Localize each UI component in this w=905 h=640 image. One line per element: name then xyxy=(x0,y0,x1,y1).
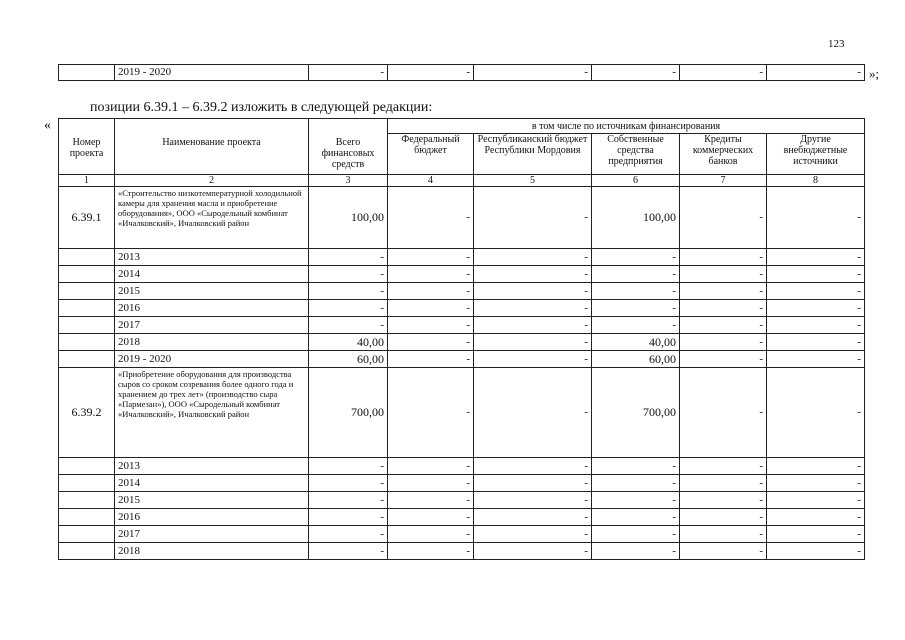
year-cell: 2019 - 2020 xyxy=(115,65,309,81)
value-cell: - xyxy=(388,543,474,560)
value-cell: - xyxy=(592,543,680,560)
value-cell: - xyxy=(680,475,767,492)
financing-table xyxy=(58,118,865,560)
value-cell: - xyxy=(474,509,592,526)
value-cell: - xyxy=(474,283,592,300)
value-cell: - xyxy=(309,317,388,334)
table-row xyxy=(59,266,865,283)
value-cell: - xyxy=(388,317,474,334)
column-number-row xyxy=(59,175,865,187)
empty-cell xyxy=(59,492,115,509)
value-cell: - xyxy=(767,266,865,283)
value-cell: - xyxy=(388,526,474,543)
page-number: 123 xyxy=(828,38,845,50)
value-cell: 60,00 xyxy=(592,351,680,368)
value-cell: - xyxy=(388,368,474,458)
value-cell: - xyxy=(474,351,592,368)
header-other: Другие внебюджетные источники xyxy=(767,134,865,175)
value-cell: - xyxy=(767,283,865,300)
value-cell: - xyxy=(767,334,865,351)
value-cell: - xyxy=(767,492,865,509)
value-cell: 100,00 xyxy=(592,187,680,249)
value-cell: - xyxy=(680,458,767,475)
empty-cell xyxy=(59,334,115,351)
project-number: 6.39.1 xyxy=(59,187,115,249)
value-cell: - xyxy=(680,187,767,249)
table-row xyxy=(59,458,865,475)
value-cell: - xyxy=(309,526,388,543)
project-row xyxy=(59,368,865,458)
year-cell: 2014 xyxy=(115,266,309,283)
value-cell: - xyxy=(474,458,592,475)
value-cell: - xyxy=(309,300,388,317)
value-cell: - xyxy=(474,543,592,560)
value-cell: - xyxy=(767,65,865,81)
value-cell: 700,00 xyxy=(592,368,680,458)
header-total: Всего финансовых средств xyxy=(309,119,388,175)
table-row xyxy=(59,300,865,317)
value-cell: - xyxy=(388,283,474,300)
header-own: Собственные средства предприятия xyxy=(592,134,680,175)
value-cell: - xyxy=(474,334,592,351)
value-cell: - xyxy=(592,526,680,543)
header-credits: Кредиты коммерческих банков xyxy=(680,134,767,175)
value-cell: - xyxy=(309,458,388,475)
closing-quote: »; xyxy=(869,66,880,81)
column-number: 2 xyxy=(115,175,309,187)
value-cell: - xyxy=(680,368,767,458)
empty-cell xyxy=(59,266,115,283)
value-cell: - xyxy=(767,509,865,526)
value-cell: - xyxy=(309,543,388,560)
column-number: 4 xyxy=(388,175,474,187)
value-cell: - xyxy=(388,351,474,368)
year-cell: 2017 xyxy=(115,317,309,334)
value-cell: - xyxy=(388,65,474,81)
table-row xyxy=(59,526,865,543)
value-cell: - xyxy=(474,492,592,509)
value-cell: - xyxy=(767,300,865,317)
empty-cell xyxy=(59,475,115,492)
value-cell: - xyxy=(592,509,680,526)
year-cell: 2016 xyxy=(115,509,309,526)
value-cell: - xyxy=(680,65,767,81)
value-cell: - xyxy=(309,249,388,266)
year-cell: 2013 xyxy=(115,458,309,475)
empty-cell xyxy=(59,526,115,543)
value-cell: - xyxy=(767,317,865,334)
value-cell: - xyxy=(592,475,680,492)
value-cell: - xyxy=(388,475,474,492)
value-cell: - xyxy=(767,458,865,475)
table-row xyxy=(59,283,865,300)
value-cell: - xyxy=(767,368,865,458)
value-cell: - xyxy=(309,65,388,81)
table-row xyxy=(59,492,865,509)
value-cell: - xyxy=(309,509,388,526)
value-cell: - xyxy=(767,526,865,543)
value-cell: - xyxy=(309,283,388,300)
value-cell: - xyxy=(592,266,680,283)
value-cell: - xyxy=(680,249,767,266)
value-cell: - xyxy=(680,334,767,351)
value-cell: - xyxy=(680,351,767,368)
value-cell: - xyxy=(388,266,474,283)
value-cell: - xyxy=(592,458,680,475)
table-row xyxy=(59,249,865,266)
value-cell: 40,00 xyxy=(309,334,388,351)
value-cell: - xyxy=(680,492,767,509)
empty-cell xyxy=(59,543,115,560)
value-cell: - xyxy=(474,368,592,458)
table-row xyxy=(59,475,865,492)
empty-cell xyxy=(59,249,115,266)
value-cell: - xyxy=(767,187,865,249)
value-cell: - xyxy=(680,283,767,300)
project-name: «Строительство низкотемпературной холодильной камеры для хранения масла и приобретение оборудования», ООО «Сыродельный комбинат «Ичалковский», Ичалковский район xyxy=(115,187,309,249)
column-number: 8 xyxy=(767,175,865,187)
column-number: 6 xyxy=(592,175,680,187)
value-cell: - xyxy=(474,317,592,334)
value-cell: - xyxy=(309,475,388,492)
value-cell: - xyxy=(680,526,767,543)
column-number: 7 xyxy=(680,175,767,187)
value-cell: - xyxy=(680,543,767,560)
value-cell: - xyxy=(309,492,388,509)
empty-cell xyxy=(59,509,115,526)
year-cell: 2013 xyxy=(115,249,309,266)
value-cell: - xyxy=(767,543,865,560)
value-cell: - xyxy=(592,65,680,81)
intro-text: позиции 6.39.1 – 6.39.2 изложить в следующей редакции: xyxy=(90,100,433,115)
column-number: 5 xyxy=(474,175,592,187)
value-cell: - xyxy=(767,249,865,266)
value-cell: - xyxy=(474,187,592,249)
empty-cell xyxy=(59,300,115,317)
header-federal: Федеральный бюджет xyxy=(388,134,474,175)
header-group: в том числе по источникам финансирования xyxy=(388,119,865,134)
year-cell: 2015 xyxy=(115,283,309,300)
year-cell: 2018 xyxy=(115,543,309,560)
value-cell: - xyxy=(388,300,474,317)
open-quote: « xyxy=(44,118,51,133)
value-cell: - xyxy=(592,492,680,509)
value-cell: 60,00 xyxy=(309,351,388,368)
table-row xyxy=(59,509,865,526)
project-number: 6.39.2 xyxy=(59,368,115,458)
value-cell: - xyxy=(592,300,680,317)
year-cell: 2015 xyxy=(115,492,309,509)
value-cell: - xyxy=(680,300,767,317)
table-row xyxy=(59,65,865,81)
value-cell: - xyxy=(388,249,474,266)
value-cell: - xyxy=(592,249,680,266)
value-cell: - xyxy=(680,509,767,526)
empty-cell xyxy=(59,351,115,368)
value-cell: - xyxy=(388,334,474,351)
header-republic: Республиканский бюджет Республики Мордовия xyxy=(474,134,592,175)
empty-cell xyxy=(59,317,115,334)
year-cell: 2018 xyxy=(115,334,309,351)
project-name: «Приобретение оборудования для производства сыров со сроком созревания более одного года и хранением до трех лет» (производство сыра «Пармезан»), ООО «Сыродельный комбинат «Ичалковский», Ичалковский район xyxy=(115,368,309,458)
column-number: 1 xyxy=(59,175,115,187)
value-cell: - xyxy=(388,492,474,509)
value-cell: - xyxy=(767,351,865,368)
continuation-table xyxy=(58,64,865,81)
value-cell: - xyxy=(388,458,474,475)
value-cell: - xyxy=(388,509,474,526)
empty-cell xyxy=(59,283,115,300)
table-row xyxy=(59,334,865,351)
value-cell: - xyxy=(680,266,767,283)
year-cell: 2014 xyxy=(115,475,309,492)
year-cell: 2019 - 2020 xyxy=(115,351,309,368)
value-cell: - xyxy=(767,475,865,492)
empty-cell xyxy=(59,458,115,475)
value-cell: - xyxy=(474,266,592,283)
value-cell: - xyxy=(309,266,388,283)
header-name: Наименование проекта xyxy=(115,119,309,175)
year-cell: 2017 xyxy=(115,526,309,543)
empty-cell xyxy=(59,65,115,81)
value-cell: - xyxy=(474,475,592,492)
table-row xyxy=(59,317,865,334)
value-cell: - xyxy=(680,317,767,334)
value-cell: - xyxy=(474,65,592,81)
column-number: 3 xyxy=(309,175,388,187)
header-row xyxy=(59,119,865,134)
value-cell: 700,00 xyxy=(309,368,388,458)
value-cell: - xyxy=(474,300,592,317)
value-cell: - xyxy=(388,187,474,249)
value-cell: - xyxy=(474,249,592,266)
header-number: Номер проекта xyxy=(59,119,115,175)
value-cell: 40,00 xyxy=(592,334,680,351)
table-row xyxy=(59,543,865,560)
project-row xyxy=(59,187,865,249)
table-row xyxy=(59,351,865,368)
value-cell: - xyxy=(592,317,680,334)
value-cell: - xyxy=(592,283,680,300)
value-cell: 100,00 xyxy=(309,187,388,249)
year-cell: 2016 xyxy=(115,300,309,317)
value-cell: - xyxy=(474,526,592,543)
